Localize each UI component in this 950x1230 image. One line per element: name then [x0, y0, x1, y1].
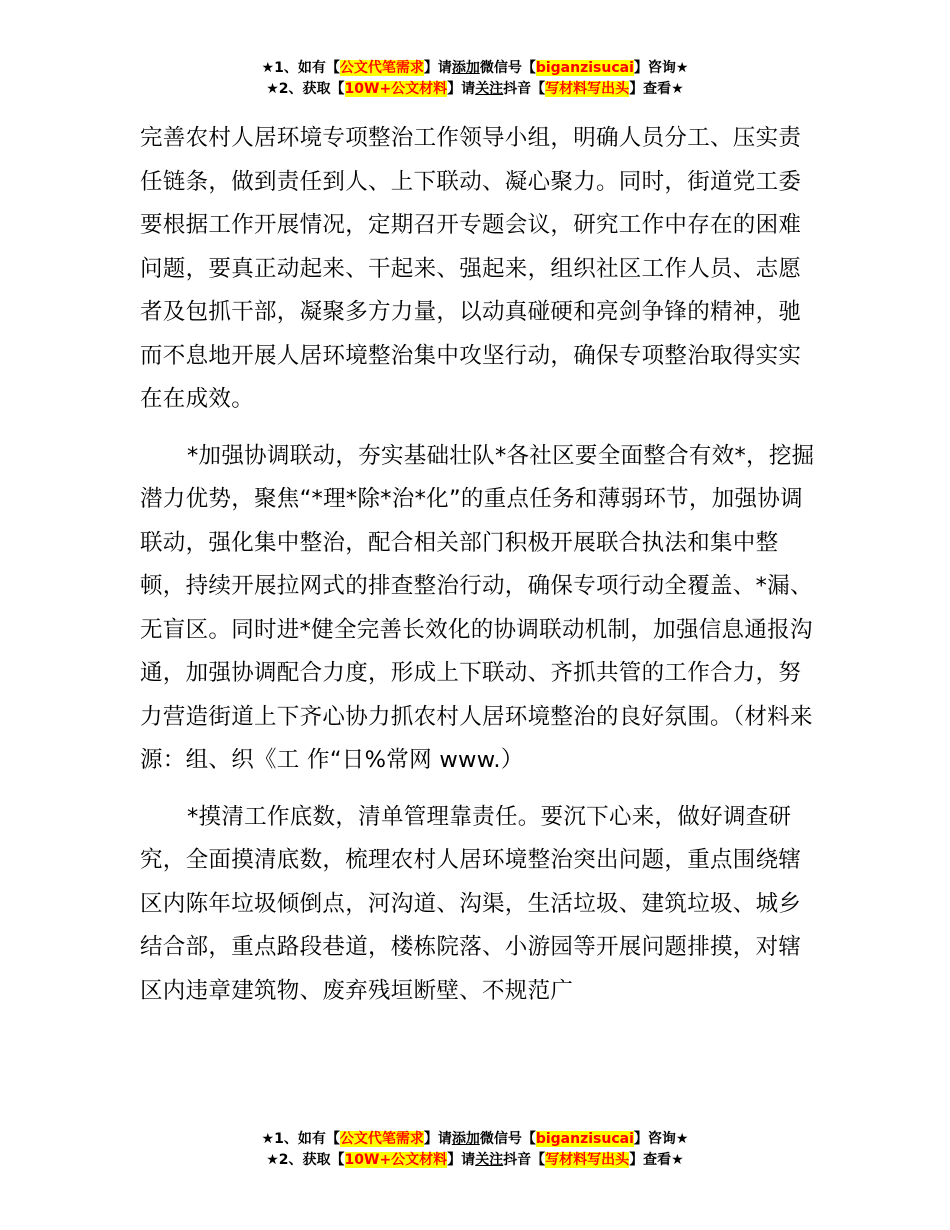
banner-text: 】咨询★ [633, 1131, 689, 1147]
banner-highlight: 写材料写出头 [545, 1152, 630, 1168]
banner-underlined: 关注 [475, 1152, 504, 1168]
banner-line-2 [0, 1150, 950, 1171]
paragraph-2: *加强协调联动，夯实基础壮队*各社区要全面整合有效*，挖掘潜力优势，聚焦“*理*除*治*化”的重点任务和薄弱环节，加强协调联动，强化集中整治，配合相关部门积极开展联合执法和集中整顿，持续开展拉网式的排查整治行动，确保专项行动全覆盖、*漏、无盲区。同时进*健全完善长效化的协调联动机制，加强信息通报沟通，加强协调配合力度，形成上下联动、齐抓共管的工作合力，努力营造街道上下齐心协力抓农村人居环境整治的良好氛围。（材料来源：组、织《工 作“日%常网 www.） [140, 442, 815, 773]
banner-text: 】咨询★ [633, 60, 689, 76]
banner-line-2 [0, 79, 950, 100]
banner-line-1 [0, 58, 950, 79]
banner-underlined: 添加 [451, 1131, 480, 1147]
banner-highlight: 10W+公文材料 [344, 1152, 448, 1168]
banner-text: 】请 [423, 1131, 452, 1147]
banner-highlight: 10W+公文材料 [344, 81, 448, 97]
paragraph-3: *摸清工作底数，清单管理靠责任。要沉下心来，做好调查研究，全面摸清底数，梳理农村人居环境整治突出问题，重点围绕辖区内陈年垃圾倾倒点，河沟道、沟渠，生活垃圾、建筑垃圾、城乡结合部，重点路段巷道，楼栋院落、小游园等开展问题排摸，对辖区内违章建筑物、废弃残垣断壁、不规范广 [140, 803, 802, 1004]
banner-text: 】请 [447, 1152, 476, 1168]
header-banner [0, 58, 950, 100]
banner-highlight: biganzisucai [535, 1131, 634, 1147]
banner-highlight: 写材料写出头 [545, 81, 630, 97]
banner-text: ★2、获取【 [266, 81, 345, 97]
banner-text: 微信号【 [479, 60, 536, 76]
banner-text: 】请 [447, 81, 476, 97]
banner-line-1 [0, 1129, 950, 1150]
banner-text: ★1、如有【 [261, 1131, 340, 1147]
document-body [140, 117, 820, 1013]
banner-text: ★2、获取【 [266, 1152, 345, 1168]
banner-text: 抖音【 [503, 81, 546, 97]
banner-highlight: biganzisucai [535, 60, 634, 76]
footer-banner [0, 1129, 950, 1171]
banner-highlight: 公文代笔需求 [339, 1131, 424, 1147]
banner-underlined: 添加 [451, 60, 480, 76]
paragraph-1: 完善农村人居环境专项整治工作领导小组，明确人员分工、压实责任链条，做到责任到人、上下联动、凝心聚力。同时，街道党工委要根据工作开展情况，定期召开专题会议，研究工作中存在的困难问题，要真正动起来、干起来、强起来，组织社区工作人员、志愿者及包抓干部，凝聚多方力量，以动真碰硬和亮剑争锋的精神，驰而不息地开展人居环境整治集中攻坚行动，确保专项整治取得实实在在成效。 [140, 125, 802, 412]
banner-text: 】请 [423, 60, 452, 76]
banner-text: 】查看★ [629, 1152, 684, 1168]
banner-text: 】查看★ [629, 81, 684, 97]
banner-underlined: 关注 [475, 81, 504, 97]
banner-text: 微信号【 [479, 1131, 536, 1147]
banner-highlight: 公文代笔需求 [339, 60, 424, 76]
banner-text: ★1、如有【 [261, 60, 340, 76]
banner-text: 抖音【 [503, 1152, 546, 1168]
